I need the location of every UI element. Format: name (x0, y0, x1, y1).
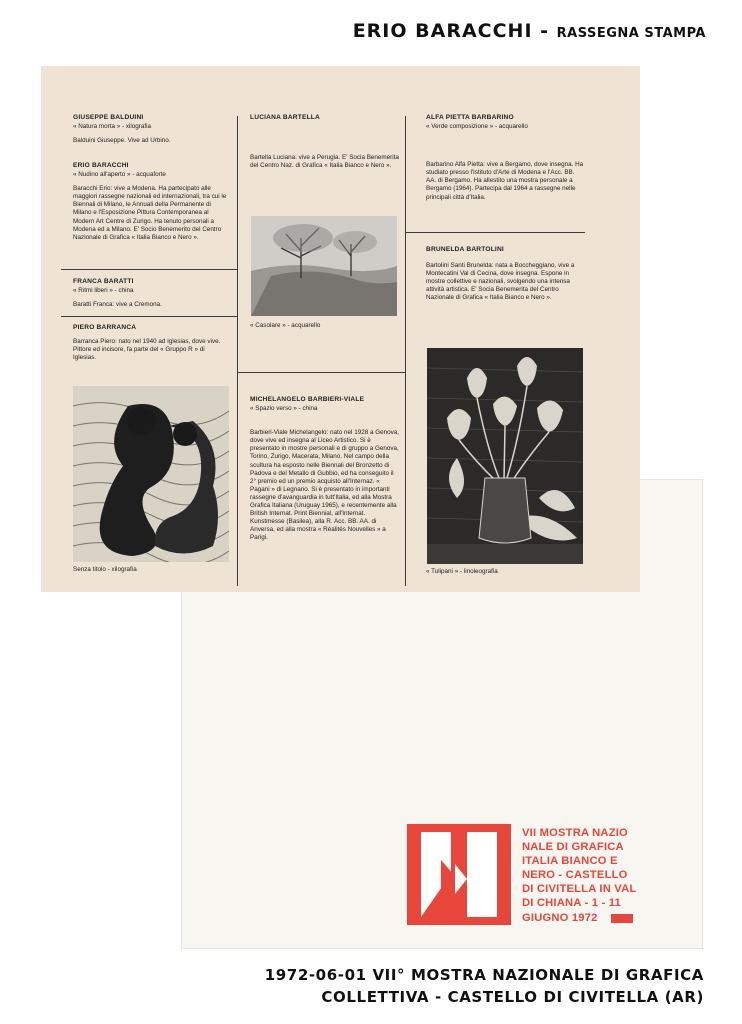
page-title (353, 20, 706, 42)
artist-bio: Barbarino Alfa Pietta: vive a Bergamo, dove insegna. Ha studiato presso l'Istituto d'Arte di Modena e l'Acc. BB. AA. di Bergamo. Ha allestito una mostra personale a Bergamo (1964). Partecipa dal 1964 a rassegne nelle principali città d'Italia. (426, 161, 584, 201)
footer-line-2: COLLETTIVA - CASTELLO DI CIVITELLA (AR) (321, 988, 704, 1006)
artist-entry (73, 114, 229, 145)
section-divider (237, 372, 405, 373)
artwork-caption: « Casolare » - acquarello (250, 322, 321, 329)
artist-bio: Barranca Piero: nato nel 1940 ad Iglesias, dove vive. Pittore ed incisore, fa parte del « Gruppo R » di Iglesias. (73, 338, 221, 362)
artist-name: MICHELANGELO BARBIERI-VIALE (250, 396, 365, 403)
title-sub: RASSEGNA STAMPA (556, 26, 706, 41)
artist-entry (250, 114, 400, 170)
exhibition-logo (407, 824, 511, 925)
artwork-title: « Verde composizione » - acquarello (426, 123, 528, 131)
exhibition-title-block (522, 826, 637, 925)
footer-line-1: 1972-06-01 VII° MOSTRA NAZIONALE DI GRAFICA (264, 966, 704, 984)
artist-name: ALFA PIETTA BARBARINO (426, 114, 514, 121)
artist-entry (73, 278, 229, 309)
artwork-title: « Natura morta » - xilografia (73, 123, 152, 131)
artist-name: FRANCA BARATTI (73, 278, 134, 285)
artist-entry (250, 396, 400, 543)
exhibition-title-line: DI CHIANA - 1 - 11 (522, 897, 621, 910)
column-divider (405, 116, 406, 586)
artwork-title: « Nudino all'aperto » - acquaforte (73, 171, 166, 179)
woodcut-image (73, 386, 229, 562)
tulips-image (427, 348, 583, 564)
artist-bio: Balduini Giuseppe. Vive ad Urbino. (73, 137, 171, 145)
artist-bio: Bartella Luciana: vive a Perugia. E' Socia Benemerita del Centro Naz. di Grafica « Italia Bianco e Nero ». (250, 154, 399, 170)
artist-bio: Bartolini Santi Brunelda: nata a Boccheggiano, vive a Montecatini Val di Cecina, dove insegna. Espone in mostre collettive e nazionali, svolgendo una intensa attività artistica. E' Socia Benemerita del Centro Nazionale di Grafica « Italia Bianco e Nero ». (426, 262, 575, 302)
artist-name: LUCIANA BARTELLA (250, 114, 320, 121)
exhibition-title-line: VII MOSTRA NAZIO (522, 827, 628, 839)
artist-entry (426, 246, 584, 303)
title-main: ERIO BARACCHI - (352, 20, 550, 42)
artist-name: PIERO BARRANCA (73, 324, 137, 331)
artist-entry (73, 162, 229, 242)
artwork-title: « Spazio verso » - china (250, 405, 318, 413)
artist-entry (73, 324, 229, 362)
artist-bio: Baratti Franca: vive a Cremona. (73, 301, 162, 309)
page-footer (265, 964, 704, 1008)
artwork-caption: « Tulipani » - linoleografia (426, 568, 498, 575)
artist-name: BRUNELDA BARTOLINI (426, 246, 504, 253)
exhibition-title-line: NALE DI GRAFICA (522, 841, 624, 854)
catalogue-sheet (41, 66, 640, 592)
exhibition-title-line: GIUGNO 1972 (522, 911, 598, 924)
exhibition-title-line: DI CIVITELLA IN VAL (522, 883, 637, 896)
artist-entry (426, 114, 584, 202)
section-divider (405, 232, 585, 233)
exhibition-title-line: ITALIA BIANCO E (522, 855, 618, 868)
column-divider (237, 116, 238, 586)
artwork-title: « Ritmi liberi » - china (73, 287, 134, 295)
landscape-image (251, 216, 397, 316)
section-divider (61, 316, 237, 317)
artist-bio: Baracchi Erio: vive a Modena. Ha partecipato alle maggiori rassegne nazionali ed internazionali, tra cui le Biennali di Milano, le Annuali della Permanente di Milano e l'Esposizione Pittura Contemporanea al Modern Art Centre di Zurigo. Ha tenuto personali a Modena ed a Milano. E' Socio Benemerito del Centro Nazionale di Grafica « Italia Bianco e Nero ». (73, 185, 227, 241)
artwork-caption: Senza titolo - xilografia (73, 566, 137, 573)
artist-name: ERIO BARACCHI (73, 162, 129, 169)
logo-accent-bar (611, 914, 633, 923)
artist-bio: Barbieri-Viale Michelangelo: nato nel 1928 a Genova, dove vive ed insegna al Liceo Artistico. Si è presentato in mostre personali e di gruppo a Genova, Torino, Zurigo, Macerata, Milano. Nel campo della scultura ha esposto nelle Biennali del Bronzetto di Padova e del Metallo di Gubbio, ed ha conseguito il 2° premio ed un premio acquisto all'Internaz. « Pagani » di Legnano. Si è presentato in importanti rassegne d'avanguardia in tutt'Italia, ed alla Mostra Grafica Italiana (Uruguay 1965), e recentemente alla British Internat. Print Biennial, all'Internat. Kunstmesse (Basilea), alla R. Acc. BB. AA. di Anversa, ed alla mostra « Réalités Nouvelles » a Parigi. (250, 429, 400, 542)
exhibition-title-line: NERO - CASTELLO (522, 869, 628, 882)
section-divider (61, 269, 237, 270)
artist-name: GIUSEPPE BALDUINI (73, 114, 144, 121)
